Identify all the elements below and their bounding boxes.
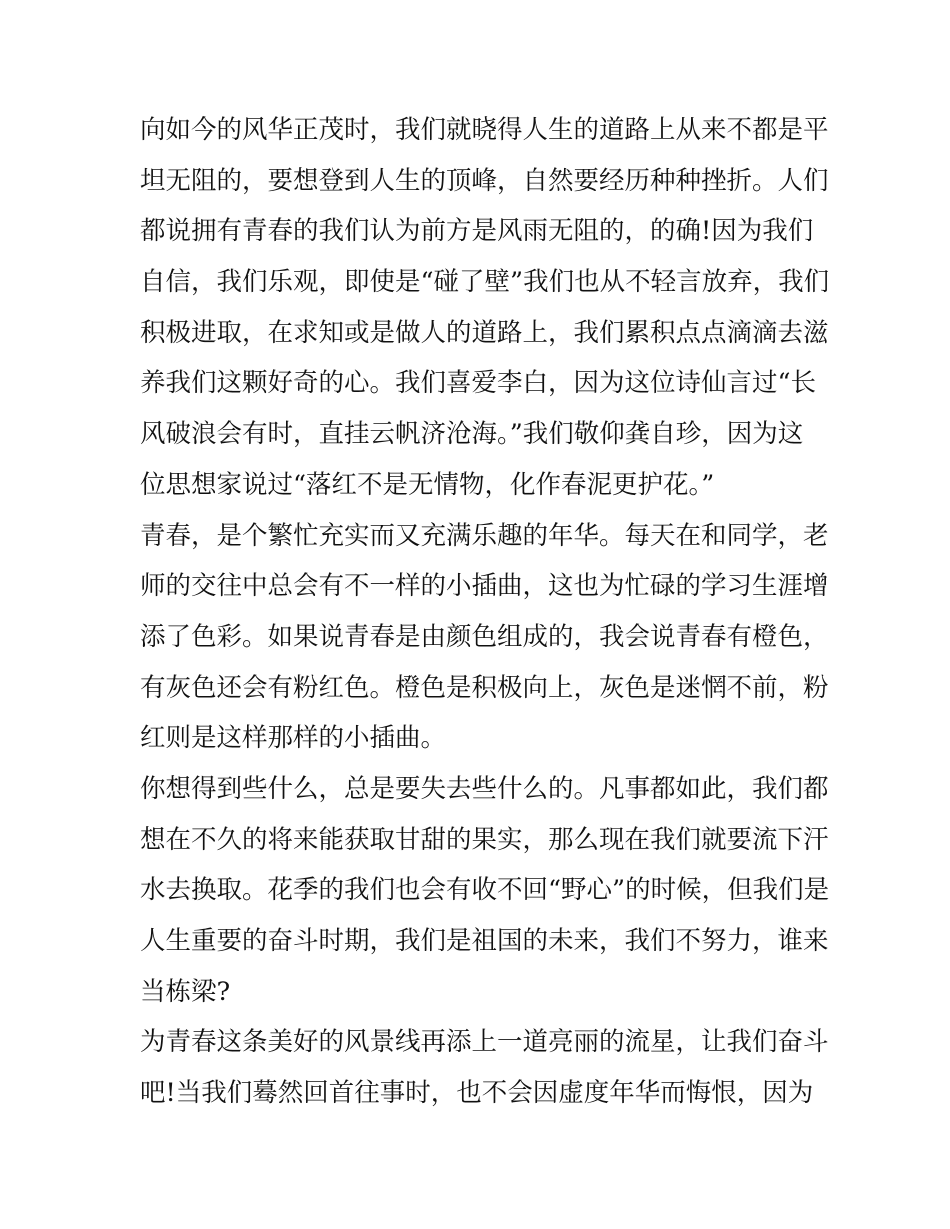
text-line: 你想得到些什么，总是要失去些什么的。凡事都如此，我们都 bbox=[140, 773, 829, 804]
text-line: 都说拥有青春的我们认为前方是风雨无阻的，的确!因为我们 bbox=[140, 216, 814, 247]
text-line: 添了色彩。如果说青春是由颜色组成的，我会说青春有橙色， bbox=[140, 621, 829, 652]
text-line: 向如今的风华正茂时，我们就晓得人生的道路上从来不都是平 bbox=[140, 115, 829, 145]
text-line: 水去换取。花季的我们也会有收不回“野心”的时候，但我们是 bbox=[140, 875, 830, 906]
text-line: 位思想家说过“落红不是无情物，化作春泥更护花。” bbox=[140, 469, 715, 500]
text-line: 有灰色还会有粉红色。橙色是积极向上，灰色是迷惘不前，粉 bbox=[140, 672, 829, 703]
text-line: 风破浪会有时，直挂云帆济沧海。”我们敬仰龚自珍，因为这 bbox=[140, 419, 804, 450]
text-line: 人生重要的奋斗时期，我们是祖国的未来，我们不努力，谁来 bbox=[140, 926, 829, 956]
text-line: 想在不久的将来能获取甘甜的果实，那么现在我们就要流下汗 bbox=[140, 824, 829, 855]
text-line: 为青春这条美好的风景线再添上一道亮丽的流星，让我们奋斗 bbox=[140, 1027, 829, 1058]
document-body bbox=[140, 105, 830, 1119]
text-line: 养我们这颗好奇的心。我们喜爱李白，因为这位诗仙言过“长 bbox=[140, 368, 817, 399]
text-line: 师的交往中总会有不一样的小插曲，这也为忙碌的学习生涯增 bbox=[140, 571, 829, 602]
text-line: 红则是这样那样的小插曲。 bbox=[140, 723, 447, 754]
text-line: 自信，我们乐观，即使是“碰了壁”我们也从不轻言放弃，我们 bbox=[140, 267, 830, 298]
text-line: 吧!当我们蓦然回首往事时，也不会因虚度年华而悔恨，因为 bbox=[140, 1078, 814, 1109]
text-line: 青春，是个繁忙充实而又充满乐趣的年华。每天在和同学，老 bbox=[140, 520, 829, 551]
text-line: 积极进取，在求知或是做人的道路上，我们累积点点滴滴去滋 bbox=[140, 317, 829, 348]
text-line: 坦无阻的，要想登到人生的顶峰，自然要经历种种挫折。人们 bbox=[140, 165, 829, 196]
text-line: 当栋梁? bbox=[140, 976, 231, 1007]
